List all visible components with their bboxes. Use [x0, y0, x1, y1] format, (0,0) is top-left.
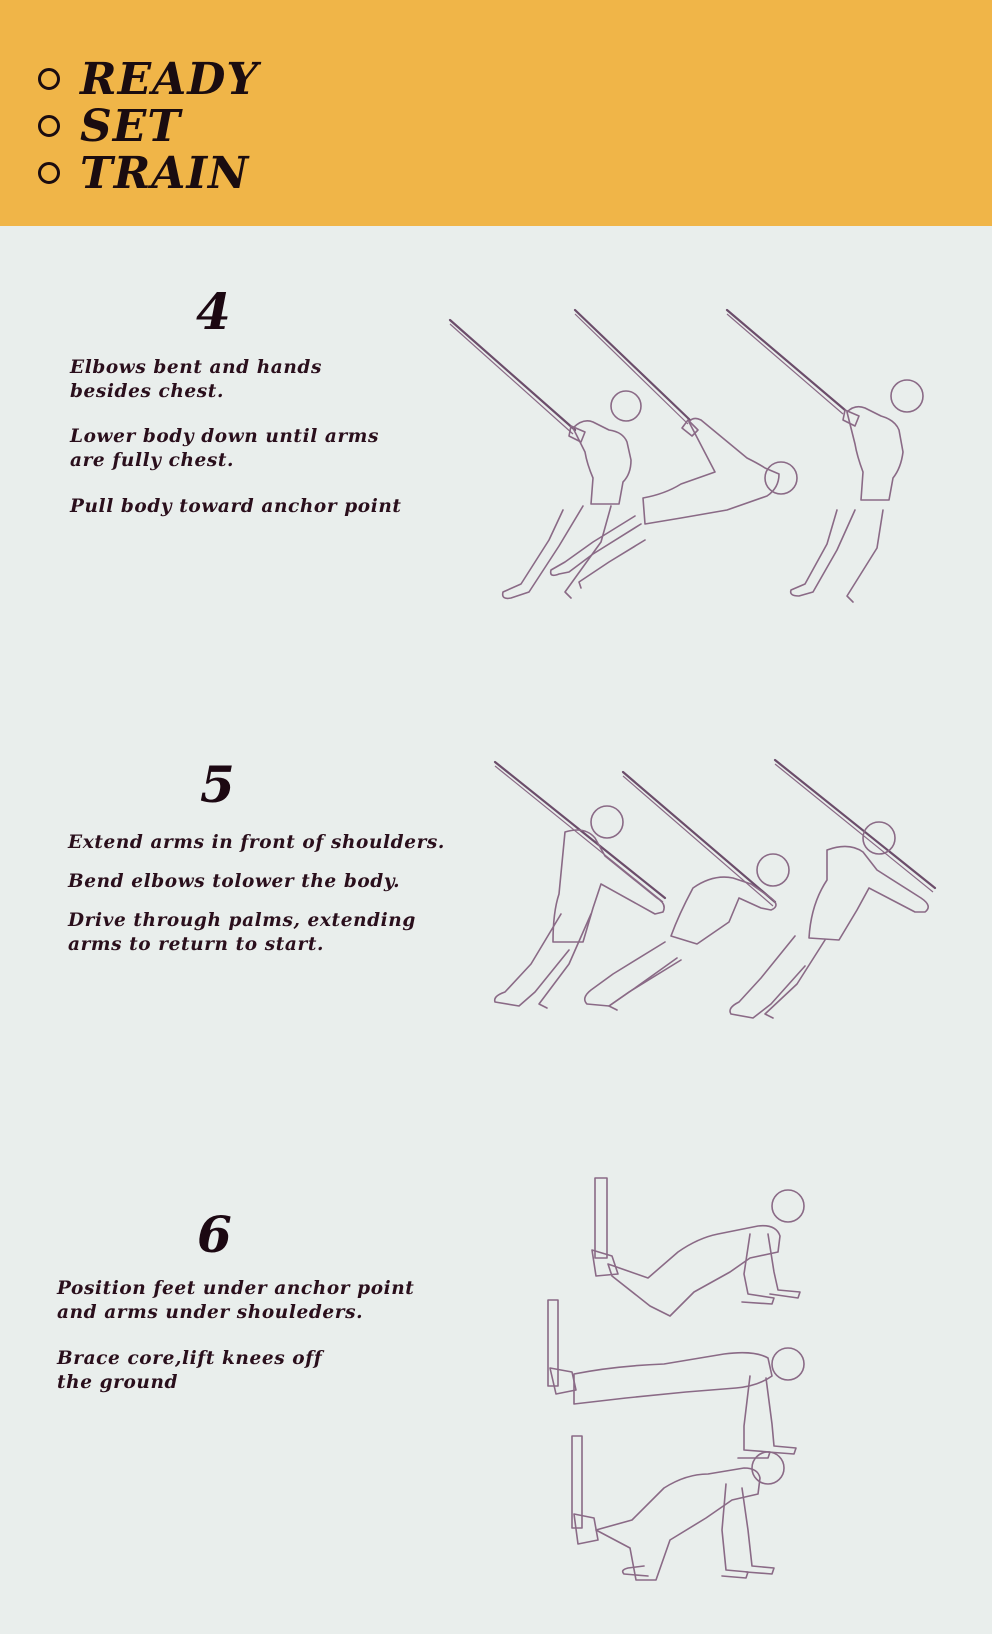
- radio-circle-icon: [38, 162, 60, 184]
- header-line-set: [38, 100, 182, 152]
- step-instruction: Extend arms in front of shoulders.: [68, 832, 445, 853]
- plank-knee-lift-figures-illustration: [540, 1178, 840, 1618]
- header-banner: [0, 0, 992, 226]
- step-number: 4: [196, 282, 231, 341]
- step-number: 5: [200, 755, 235, 814]
- step-instruction: Lower body down until arms are fully chest.: [70, 426, 379, 471]
- step-instruction: Drive through palms, extending arms to return to start.: [68, 910, 416, 955]
- step-instruction: Position feet under anchor point and arms under shouleders.: [57, 1278, 415, 1323]
- header-word-set: SET: [80, 100, 182, 152]
- header-line-train: [38, 147, 250, 199]
- step-instruction: Brace core,lift knees off the ground: [57, 1348, 323, 1393]
- radio-circle-icon: [38, 68, 60, 90]
- row-exercise-figures-illustration: [445, 310, 965, 610]
- step-instruction: Bend elbows tolower the body.: [68, 871, 401, 892]
- step-number: 6: [197, 1205, 232, 1264]
- radio-circle-icon: [38, 115, 60, 137]
- header-word-ready: READY: [80, 53, 259, 105]
- chest-press-figures-illustration: [455, 760, 965, 1050]
- step-instruction: Pull body toward anchor point: [70, 496, 402, 517]
- step-instruction: Elbows bent and hands besides chest.: [70, 357, 322, 402]
- header-line-ready: [38, 53, 259, 105]
- header-word-train: TRAIN: [80, 147, 250, 199]
